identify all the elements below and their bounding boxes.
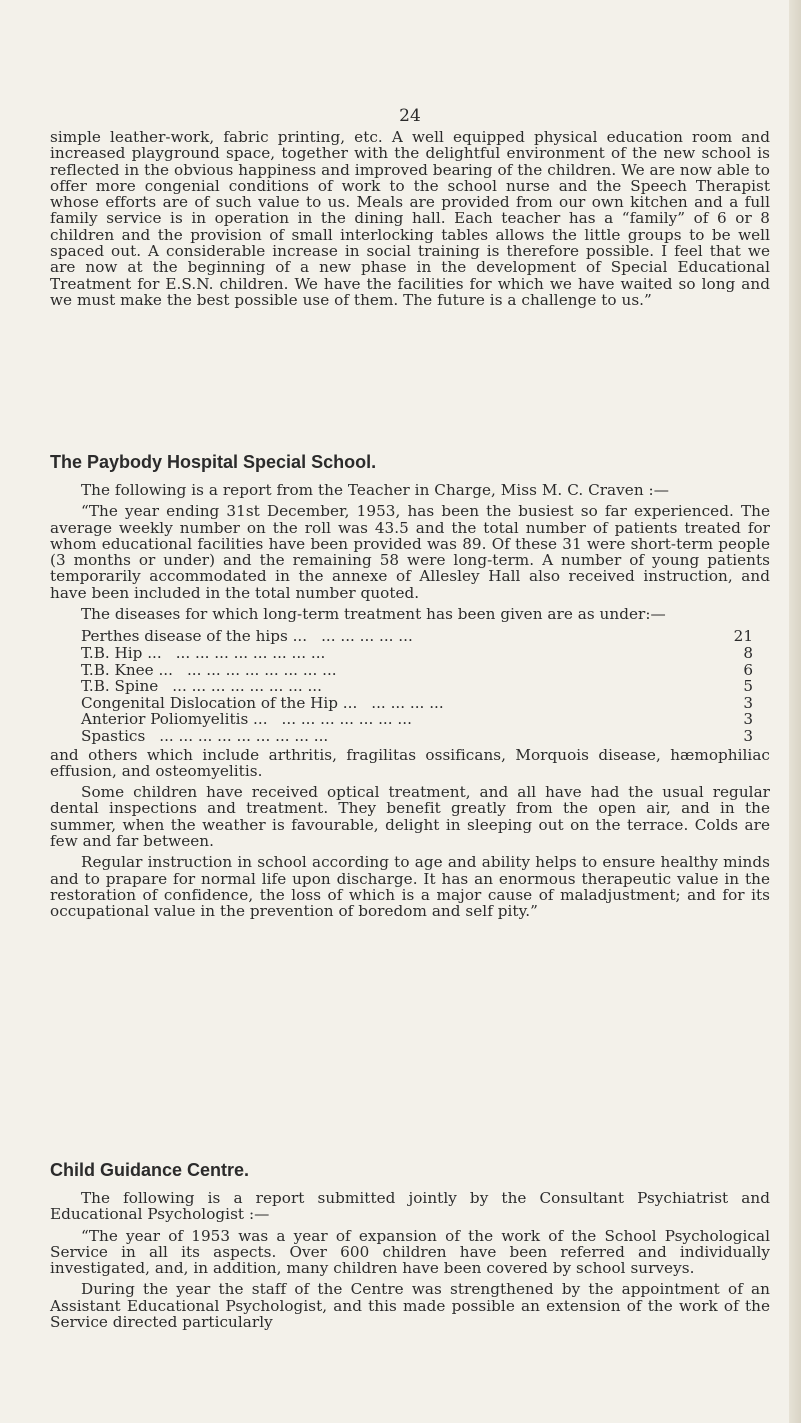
- disease-count: 21: [733, 627, 753, 646]
- paybody-paragraph-3: and others which include arthritis, fragilitas ossificans, Morquois disease, hæmophiliac effusion, and osteomyelitis.: [50, 745, 770, 780]
- leader-dots: ... ... ... ...: [371, 693, 444, 712]
- disease-name: Anterior Poliomyelitis ...: [81, 710, 268, 729]
- page-edge-shadow: [789, 0, 801, 1423]
- leader-dots: ... ... ... ... ... ... ... ... ...: [159, 726, 329, 745]
- disease-row: [81, 728, 753, 745]
- leader-dots: ... ... ... ... ... ... ... ...: [172, 677, 322, 696]
- disease-count: 6: [743, 660, 753, 679]
- disease-name: T.B. Knee ...: [81, 660, 173, 679]
- disease-row: [81, 711, 753, 728]
- section-heading-child-guidance: Child Guidance Centre.: [50, 1160, 250, 1180]
- leader-dots: ... ... ... ... ... ... ... ...: [186, 660, 337, 679]
- disease-count: 3: [743, 726, 753, 745]
- child-guidance-paragraph-1: “The year of 1953 was a year of expansion of the work of the School Psychological Service in all its aspects. Over 600 children have been referred and individually investigated, and, in addition, many children have been covered by school surveys.: [50, 1226, 770, 1278]
- disease-count: 3: [743, 710, 753, 729]
- paybody-paragraph-1: “The year ending 31st December, 1953, has been the busiest so far experienced. The average weekly number on the roll was 43.5 and the total number of patients treated for whom educational facilities have been provided was 89. Of these 31 were short-term people (3 months or under) and the remaining 58 were long-term. A number of young patients temporarily accommodated in the annexe of Allesley Hall also received instruction, and have been included in the total number quoted.: [50, 502, 770, 602]
- section-child-guidance: [50, 1160, 770, 1330]
- section-heading-paybody: The Paybody Hospital Special School.: [50, 452, 377, 472]
- disease-name: Congenital Dislocation of the Hip ...: [81, 693, 358, 712]
- disease-list: [81, 628, 753, 744]
- disease-row: [81, 678, 753, 695]
- intro-paragraph: simple leather-work, fabric printing, etc. A well equipped physical education room and increased playground space, together with the delightful environment of the new school is reflected in the obvious happiness and improved bearing of the children. We are now able to offer more congenial conditions of work to the school nurse and the Speech Therapist whose efforts are of such value to us. Meals are provided from our own kitchen and a full family service is in operation in the dining hall. Each teacher has a “family” of 6 or 8 children and the provision of small interlocking tables allows the little groups to be well spaced out. A considerable increase in social training is therefore possible. I feel that we are now at the beginning of a new phase in the development of Special Educational Treatment for E.S.N. children. We have the facilities for which we have waited so long and we must make the best possible use of them. The future is a challenge to us.”: [50, 128, 770, 309]
- disease-count: 3: [743, 693, 753, 712]
- disease-count: 8: [743, 643, 753, 662]
- paybody-paragraph-2: The diseases for which long-term treatment has been given are as under:—: [81, 605, 666, 624]
- disease-row: [81, 645, 753, 662]
- disease-count: 5: [743, 677, 753, 696]
- section-paybody: [50, 452, 770, 920]
- disease-row: [81, 628, 753, 645]
- disease-name: T.B. Spine: [81, 677, 159, 696]
- child-guidance-paragraph-2: During the year the staff of the Centre was strengthened by the appointment of an Assistant Educational Psychologist, and this made possible an extension of the work of the Service directed particularly: [50, 1280, 770, 1332]
- leader-dots: ... ... ... ... ... ... ...: [281, 710, 412, 729]
- disease-row: [81, 695, 753, 712]
- disease-name: Spastics: [81, 726, 146, 745]
- disease-row: [81, 662, 753, 679]
- page-number: 24: [399, 106, 421, 126]
- paybody-paragraph-4: Some children have received optical treatment, and all have had the usual regular dental inspections and treatment. They benefit greatly from the open air, and in the summer, when the weather is favourable, delight in sleeping out on the terrace. Colds are few and far between.: [50, 783, 770, 851]
- paybody-intro: The following is a report from the Teacher in Charge, Miss M. C. Craven :—: [81, 481, 669, 499]
- leader-dots: ... ... ... ... ...: [321, 627, 413, 646]
- child-guidance-intro: The following is a report submitted jointly by the Consultant Psychiatrist and Educational Psychologist :—: [50, 1189, 770, 1224]
- paybody-paragraph-5: Regular instruction in school according to age and ability helps to ensure healthy minds and to prapare for normal life upon discharge. It has an enormous therapeutic value in the restoration of confidence, the loss of which is a major cause of maladjustment; and for its occupational value in the prevention of boredom and self pity.”: [50, 853, 770, 921]
- disease-name: Perthes disease of the hips ...: [81, 627, 308, 646]
- intro-block: [50, 129, 770, 308]
- disease-name: T.B. Hip ...: [81, 643, 162, 662]
- leader-dots: ... ... ... ... ... ... ... ...: [175, 643, 326, 662]
